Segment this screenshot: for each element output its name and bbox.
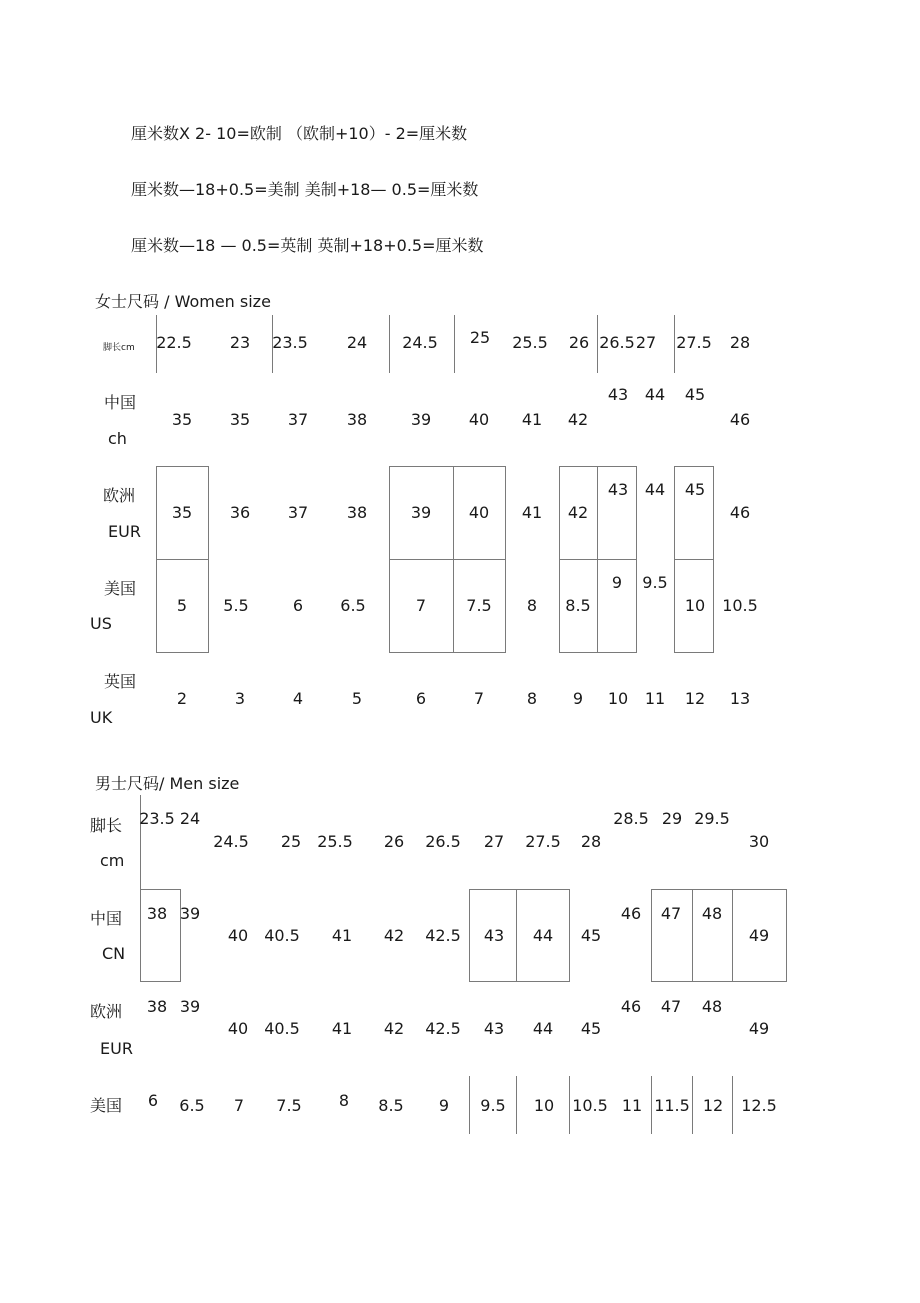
men-cn-value: 48: [701, 904, 723, 923]
men-us-value: 8: [338, 1091, 350, 1110]
men-cn-value: 47: [660, 904, 682, 923]
men-eur-value: 47: [660, 997, 682, 1016]
women-us-value: 9: [611, 573, 623, 592]
formula-uk: 厘米数—18 — 0.5=英制 英制+18+0.5=厘米数: [131, 236, 484, 255]
men-cn-value: 46: [620, 904, 642, 923]
men-cm-value: 25: [280, 832, 302, 851]
women-uk-value: 4: [292, 689, 304, 708]
men-us-value: 10: [533, 1096, 555, 1115]
women-divider: [454, 315, 455, 373]
women-cm-value: 26.5: [599, 333, 635, 352]
women-uk-value: 6: [415, 689, 427, 708]
men-us-value: 9: [438, 1096, 450, 1115]
women-cn-value: 38: [346, 410, 368, 429]
women-uk-value: 10: [607, 689, 629, 708]
men-cn-value: 42.5: [425, 926, 461, 945]
men-us-value: 7: [233, 1096, 245, 1115]
formula-eur: 厘米数X 2- 10=欧制 （欧制+10）- 2=厘米数: [131, 124, 468, 143]
women-cn-label-en: ch: [108, 429, 127, 448]
men-cm-value: 29: [661, 809, 683, 828]
men-cm-value: 28.5: [613, 809, 649, 828]
women-divider: [674, 315, 675, 373]
men-eur-value: 49: [748, 1019, 770, 1038]
men-cn-value: 41: [331, 926, 353, 945]
women-us-label-zh: 美国: [104, 579, 137, 598]
women-eur-value: 42: [567, 503, 589, 522]
men-size-title: 男士尺码/ Men size: [95, 774, 240, 793]
men-us-value: 9.5: [480, 1096, 506, 1115]
women-size-title: 女士尺码 / Women size: [95, 292, 271, 311]
men-eur-value: 40.5: [264, 1019, 300, 1038]
men-us-label-zh: 美国: [90, 1096, 123, 1115]
men-cm-value: 28: [580, 832, 602, 851]
women-us-value: 10.5: [722, 596, 758, 615]
women-cn-value: 46: [729, 410, 751, 429]
men-eur-value: 39: [179, 997, 201, 1016]
women-us-value: 10: [684, 596, 706, 615]
men-us-value: 11.5: [654, 1096, 690, 1115]
women-eur-value: 39: [410, 503, 432, 522]
men-eur-value: 42: [383, 1019, 405, 1038]
women-us-label-en: US: [90, 614, 112, 633]
women-eur-value: 40: [468, 503, 490, 522]
women-divider: [389, 315, 390, 373]
women-cn-value: 43: [607, 385, 629, 404]
men-us-value: 6.5: [179, 1096, 205, 1115]
men-cm-value: 24.5: [213, 832, 249, 851]
women-cn-value: 41: [521, 410, 543, 429]
men-divider: [516, 1076, 517, 1134]
men-cm-label-zh: 脚长: [90, 816, 123, 835]
men-cm-value: 30: [748, 832, 770, 851]
women-cm-value: 26: [568, 333, 590, 352]
women-uk-value: 5: [351, 689, 363, 708]
men-eur-value: 46: [620, 997, 642, 1016]
men-cn-value: 38: [146, 904, 168, 923]
women-uk-value: 9: [572, 689, 584, 708]
men-eur-value: 38: [146, 997, 168, 1016]
men-cn-value: 43: [483, 926, 505, 945]
men-cm-value: 27.5: [525, 832, 561, 851]
men-cm-value: 25.5: [317, 832, 353, 851]
men-divider: [692, 1076, 693, 1134]
men-cm-value: 26.5: [425, 832, 461, 851]
women-cm-label: 脚长cm: [103, 343, 135, 353]
women-cm-value: 27: [635, 333, 657, 352]
women-eur-value: 37: [287, 503, 309, 522]
women-cn-value: 35: [229, 410, 251, 429]
women-eur-value: 35: [171, 503, 193, 522]
formula-us: 厘米数—18+0.5=美制 美制+18— 0.5=厘米数: [131, 180, 479, 199]
men-us-value: 11: [621, 1096, 643, 1115]
men-cn-value: 40: [227, 926, 249, 945]
men-divider: [651, 1076, 652, 1134]
men-cn-value: 45: [580, 926, 602, 945]
women-us-value: 7: [415, 596, 427, 615]
men-eur-value: 43: [483, 1019, 505, 1038]
women-uk-value: 2: [176, 689, 188, 708]
women-uk-value: 13: [729, 689, 751, 708]
women-cn-value: 35: [171, 410, 193, 429]
women-eur-value: 36: [229, 503, 251, 522]
men-cn-value: 40.5: [264, 926, 300, 945]
men-eur-label-zh: 欧洲: [90, 1002, 123, 1021]
men-cm-label-en: cm: [100, 851, 125, 870]
women-us-value: 8.5: [565, 596, 591, 615]
women-cm-value: 23: [229, 333, 251, 352]
men-cm-value: 27: [483, 832, 505, 851]
men-eur-value: 40: [227, 1019, 249, 1038]
men-us-value: 7.5: [276, 1096, 302, 1115]
men-us-value: 6: [147, 1091, 159, 1110]
women-us-value: 5.5: [223, 596, 249, 615]
women-cm-value: 28: [729, 333, 751, 352]
men-us-value: 12: [702, 1096, 724, 1115]
women-eur-value: 44: [644, 480, 666, 499]
men-cn-value: 44: [532, 926, 554, 945]
women-cm-value: 22.5: [156, 333, 192, 352]
women-uk-value: 8: [526, 689, 538, 708]
women-cm-value: 25.5: [512, 333, 548, 352]
women-uk-value: 12: [684, 689, 706, 708]
men-cn-value: 49: [748, 926, 770, 945]
women-eur-value: 46: [729, 503, 751, 522]
men-cm-value: 23.5: [139, 809, 175, 828]
women-eur-label-zh: 欧洲: [103, 486, 136, 505]
women-eur-value: 45: [684, 480, 706, 499]
women-cn-label-zh: 中国: [104, 393, 137, 412]
women-cn-value: 45: [684, 385, 706, 404]
women-uk-value: 11: [644, 689, 666, 708]
men-eur-value: 41: [331, 1019, 353, 1038]
women-us-value: 5: [176, 596, 188, 615]
women-us-value: 6: [292, 596, 304, 615]
men-cn-label-en: CN: [102, 944, 126, 963]
men-cn-label-zh: 中国: [90, 909, 123, 928]
men-cell-box: [140, 889, 181, 982]
men-divider: [469, 1076, 470, 1134]
men-cn-value: 42: [383, 926, 405, 945]
men-us-value: 12.5: [741, 1096, 777, 1115]
women-us-value: 6.5: [340, 596, 366, 615]
women-divider: [597, 315, 598, 373]
men-cell-box: [651, 889, 693, 982]
men-cn-value: 39: [179, 904, 201, 923]
women-us-value: 9.5: [642, 573, 668, 592]
women-uk-value: 7: [473, 689, 485, 708]
women-cn-value: 39: [410, 410, 432, 429]
men-eur-value: 44: [532, 1019, 554, 1038]
men-cm-value: 24: [179, 809, 201, 828]
women-uk-label-en: UK: [90, 708, 113, 727]
men-cm-value: 26: [383, 832, 405, 851]
women-eur-value: 41: [521, 503, 543, 522]
men-cell-box: [692, 889, 733, 982]
women-cm-value: 27.5: [676, 333, 712, 352]
men-eur-value: 42.5: [425, 1019, 461, 1038]
men-divider: [732, 1076, 733, 1134]
women-us-value: 7.5: [466, 596, 492, 615]
men-divider: [569, 1076, 570, 1134]
men-eur-value: 45: [580, 1019, 602, 1038]
women-eur-value: 43: [607, 480, 629, 499]
women-eur-label-en: EUR: [108, 522, 141, 541]
women-cn-value: 37: [287, 410, 309, 429]
women-us-value: 8: [526, 596, 538, 615]
men-us-value: 10.5: [572, 1096, 608, 1115]
men-eur-value: 48: [701, 997, 723, 1016]
women-cn-value: 40: [468, 410, 490, 429]
men-cm-value: 29.5: [694, 809, 730, 828]
women-cm-value: 24: [346, 333, 368, 352]
women-cn-value: 44: [644, 385, 666, 404]
women-uk-value: 3: [234, 689, 246, 708]
women-cm-value: 24.5: [402, 333, 438, 352]
women-cn-value: 42: [567, 410, 589, 429]
women-uk-label-zh: 英国: [104, 672, 137, 691]
men-eur-label-en: EUR: [100, 1039, 133, 1058]
women-eur-value: 38: [346, 503, 368, 522]
women-cm-value: 25: [469, 328, 491, 347]
men-us-value: 8.5: [378, 1096, 404, 1115]
women-cm-value: 23.5: [272, 333, 308, 352]
